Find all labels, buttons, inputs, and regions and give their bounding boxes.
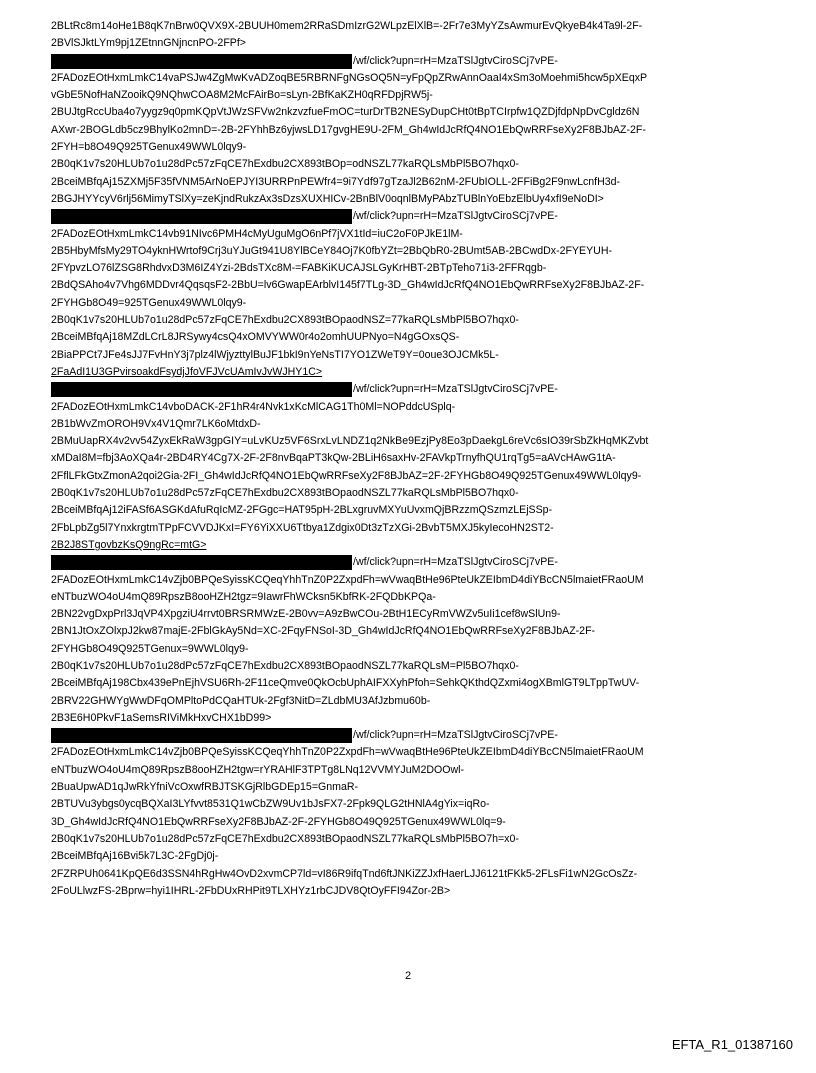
text-line: vGbE5NofHaNZooikQ9NQhwCOA8M2McFAirBo=sLyn-2BfKaKZH0qRFDpjRW5j- xyxy=(51,89,433,102)
text-line: 2BTUVu3ybgs0ycqBQXaI3LYfvvt8531Q1wCbZW9Uv1bJsFX7-2Fpk9QLG2tHNlA4gYix=iqRo- xyxy=(51,798,490,811)
redaction-box xyxy=(51,382,352,397)
entry-header xyxy=(51,53,775,70)
text-line: 2FYHGb8O49=925TGenux49WWL0lqy9- xyxy=(51,296,247,309)
page-number: 2 xyxy=(404,970,412,982)
text-line: 2BMuUapRX4v2vv54ZyxEkRaW3gpGIY=uLvKUz5VF6SrxLvLNDZ1q2NkBe9EzjPy8Eo3pDaekgL6reVc6sIO39rSbZkHqMKZvbt xyxy=(51,435,649,448)
redaction-box xyxy=(51,555,352,570)
text-line: 2BceiMBfqAj18MZdLCrL8JRSywy4csQ4xOMVYWW0r4o2omhUUPNyo=N4gGOxsQS- xyxy=(51,331,460,344)
link-entry xyxy=(51,554,775,727)
entry-url: /wf/click?upn=rH=MzaTSlJgtvCiroSCj7vPE- xyxy=(353,210,558,223)
text-line: 2BuaUpwAD1qJwRkYfniVcOxwfRBJTSKGjRlbGDEp15=GnmaR- xyxy=(51,781,359,794)
entry-url: /wf/click?upn=rH=MzaTSlJgtvCiroSCj7vPE- xyxy=(353,556,558,569)
entry-url: /wf/click?upn=rH=MzaTSlJgtvCiroSCj7vPE- xyxy=(353,383,558,396)
text-line: 2FYH=b8O49Q925TGenux49WWL0lqy9- xyxy=(51,141,247,154)
text-line: 2FflLFkGtxZmonA2qoi2Gia-2FI_Gh4wIdJcRfQ4NO1EbQwRRFseXy2F8BJbAZ=2F-2FYHGb8O49Q925TGenux49WWL0lqy9- xyxy=(51,469,642,482)
text-line: 2FYpvzLO76lZSG8RhdvxD3M6IZ4Yzi-2BdsTXc8M-=FABKiKUCAJSLGyKrHBT-2BTpTeho71i3-2FFRqgb- xyxy=(51,262,547,275)
text-line: 2B3E6H0PkvF1aSemsRIViMkHxvCHX1bD99> xyxy=(51,711,272,724)
link-entry xyxy=(51,53,775,209)
text-line: 2FADozEOtHxmLmkC14vboDACK-2F1hR4r4Nvk1xKcMlCAG1Th0Ml=NOPddcUSplq- xyxy=(51,400,456,413)
text-line: 2B0qK1v7s20HLUb7o1u28dPc57zFqCE7hExdbu2CX893tBOpaodNSZ=77kaRQLsMbPl5BO7hqx0- xyxy=(51,314,519,327)
text-line: 2BUJtgRccUba4o7yygz9q0pmKQpVtJWzSFVw2nkzvzfueFmOC=turDrTB2NESyDupCHt0tBpTCIrpfw1QZDjfdpNpDvCgldz6N xyxy=(51,106,640,119)
text-line: 2BceiMBfqAj16Bvi5k7L3C-2FgDj0j- xyxy=(51,850,219,863)
text-line: 2FADozEOtHxmLmkC14vb91NIvc6PMH4cMyUguMgO6nPf7jVX1tId=iuC2oF0PJkE1lM- xyxy=(51,227,463,240)
text-line: 2B0qK1v7s20HLUb7o1u28dPc57zFqCE7hExdbu2CX893tBOpaodNSZL77kaRQLsM=Pl5BO7hqx0- xyxy=(51,659,519,672)
text-line: 2BVlSJktLYm9pj1ZEtnnGNjncnPO-2FPf> xyxy=(51,37,246,50)
text-line: 2FoULlwzFS-2Bprw=hyi1IHRL-2FbDUxRHPit9TLXHYz1rbCJDV8QtOyFFI94Zor-2B> xyxy=(51,884,451,897)
text-line: 2BLtRc8m14oHe1B8qK7nBrw0QVX9X-2BUUH0mem2RRaSDmIzrG2WLpzElXlB=-2Fr7e3MyYZsAwmurEvQkyeB4k4Ta9l-2F- xyxy=(51,20,643,32)
link-entry xyxy=(51,208,775,381)
redaction-box xyxy=(51,54,352,69)
text-line: xMDaI8M=fbj3AoXQa4r-2BD4RY4Cg7X-2F-2F8nvBqaPT3kQw-2BLiH6saxHv-2FAVkpTrnyfhQU1rqTg5=aAVcHAwG1tA- xyxy=(51,452,616,465)
text-line: 2FADozEOtHxmLmkC14vZjb0BPQeSyissKCQeqYhhTnZ0P2ZxpdFh=wVwaqBtHe96PteUkZEIbmD4diYBcCN5lmaietFRaoUM xyxy=(51,573,644,586)
redaction-box xyxy=(51,209,352,224)
entry-header xyxy=(51,727,775,744)
entry-header xyxy=(51,554,775,571)
text-line: 2FZRPUh0641KpQE6d3SSN4hRgHw4OvD2xvmCP7ld=vI86R9ifqTnd6ftJNKiZZJxfHaerLJJ6121tFKk5-2FLsFi1wN2GcOsZz- xyxy=(51,867,638,880)
link-entry xyxy=(51,381,775,554)
redaction-box xyxy=(51,728,352,743)
text-line: 2BceiMBfqAj198Cbx439ePnEjhVSU6Rh-2F11ceQmve0QkOcbUphAIFXXyhPfoh=SehkQKthdQZxmi4ogXBmlGT9LTppTwUV- xyxy=(51,677,640,690)
entry-header xyxy=(51,381,775,398)
document-body xyxy=(51,18,775,900)
text-line: 2FADozEOtHxmLmkC14vaPSJw4ZgMwKvADZoqBE5RBRNFgNGsOQ5N=yFpQpZRwAnnOaaI4xSm3oMoehmi5hcw5pXEqxP xyxy=(51,71,648,84)
text-line: 2BN22vgDxpPrl3JqVP4XpgziU4rrvt0BRSRMWzE-2B0vv=A9zBwCOu-2BtH1ECyRmVWZv5uIi1cef8wSlUn9- xyxy=(51,608,561,621)
text-line: eNTbuzWO4oU4mQ89RpszB8ooHZH2tgz=9IawrFhWCksn5KbfRK-2FQDbKPQa- xyxy=(51,590,436,603)
document-id: EFTA_R1_01387160 xyxy=(671,1037,793,1052)
text-line: 2FADozEOtHxmLmkC14vZjb0BPQeSyissKCQeqYhhTnZ0P2ZxpdFh=wVwaqBtHe96PteUkZEIbmD4diYBcCN5lmaietFRaoUM xyxy=(51,746,644,759)
text-line: 2B1bWvZmOROH9Vx4V1Qmr7LK6oMtdxD- xyxy=(51,417,261,430)
text-line: 2BdQSAho4v7Vhg6MDDvr4QqsqsF2-2BbU=lv6GwapEArblvI145f7TLg-3D_Gh4wIdJcRfQ4NO1EbQwRRFseXy2F8BJbAZ-2F- xyxy=(51,279,645,292)
link-entry xyxy=(51,727,775,900)
text-line: 2BiaPPCt7JFe4sJJ7FvHnY3j7plz4lWjyzttylBuJF1bkI9nYeNsTI7YO1ZWeT9Y=0oue3OJCMk5L- xyxy=(51,348,499,361)
text-line: 2BRV22GHWYgWwDFqOMPltoPdCQaHTUk-2Fgf3NitD=ZLdbMU3AfJzbmu60b- xyxy=(51,694,431,707)
text-line: 3D_Gh4wIdJcRfQ4NO1EbQwRRFseXy2F8BJbAZ-2F-2FYHGb8O49Q925TGenux49WWL0lq=9- xyxy=(51,815,506,828)
text-line: 2BceiMBfqAj15ZXMj5F35fVNM5ArNoEPJYI3URRPnPEWfr4=9i7Ydf97gTzaJl2B62nM-2FUbIOLL-2FFiBg2F9nwLcnfH3d- xyxy=(51,175,621,188)
text-line: 2BGJHYYcyV6rlj56MimyTSlXy=zeKjndRukzAx3sDzsXUXHICv-2BnBlV0oqnlBMyPAbzTUBlnYoEbzElbUy4xfI9eNoDI> xyxy=(51,192,604,205)
text-line: 2B2J8STgovbzKsQ9ngRc=mtG> xyxy=(51,538,207,551)
text-line: 2FaAdI1U3GPvirsoakdFsydjJfoVFJVcUAmIvJvWJHY1C> xyxy=(51,365,323,378)
entry-header xyxy=(51,208,775,225)
text-line: eNTbuzWO4oU4mQ89RpszB8ooHZH2tgw=rYRAHlF3TPTg8LNq12VVMYJuM2DOOwl- xyxy=(51,763,464,776)
text-line: AXwr-2BOGLdb5cz9BhylKo2mnD=-2B-2FYhhBz6yjwsLD17gvgHE9U-2FM_Gh4wIdJcRfQ4NO1EbQwRRFseXy2F8BJbAZ-2F- xyxy=(51,123,646,136)
text-line: 2B5HbyMfsMy29TO4yknHWrtof9Crj3uYJuGt941U8YlBCeY84Oj7K0fbYZt=2BbQbR0-2BUmt5AB-2BCwdDx-2FYEYUH- xyxy=(51,244,612,257)
text-line: 2BceiMBfqAj12iFASf6ASGKdAfuRqIcMZ-2FGgc=HAT95pH-2BLxgruvMXYuUvxmQjBRzzmQSzmzLEjSSp- xyxy=(51,504,553,517)
text-line: 2FbLpbZg5l7YnxkrgtmTPpFCVVDJKxI=FY6YiXXU6Ttbya1Zdgix0Dt3zTzXGi-2BvbT5MXJ5kyIecoHN2ST2- xyxy=(51,521,554,534)
text-line: 2FYHGb8O49Q925TGenux=9WWL0lqy9- xyxy=(51,642,249,655)
text-line: 2B0qK1v7s20HLUb7o1u28dPc57zFqCE7hExdbu2CX893tBOpaodNSZL77kaRQLsMbPl5BO7h=x0- xyxy=(51,832,519,845)
text-line: 2BN1JtOxZOlxpJ2kw87majE-2FblGkAy5Nd=XC-2FqyFNSoI-3D_Gh4wIdJcRfQ4NO1EbQwRRFseXy2F8BJbAZ-2F- xyxy=(51,625,596,638)
text-line: 2B0qK1v7s20HLUb7o1u28dPc57zFqCE7hExdbu2CX893tBOpaodNSZL77kaRQLsMbPl5BO7hqx0- xyxy=(51,487,519,500)
text-line: 2B0qK1v7s20HLUb7o1u28dPc57zFqCE7hExdbu2CX893tBOp=odNSZL77kaRQLsMbPl5BO7hqx0- xyxy=(51,158,519,171)
entry-url: /wf/click?upn=rH=MzaTSlJgtvCiroSCj7vPE- xyxy=(353,729,558,742)
entry-url: /wf/click?upn=rH=MzaTSlJgtvCiroSCj7vPE- xyxy=(353,54,558,67)
